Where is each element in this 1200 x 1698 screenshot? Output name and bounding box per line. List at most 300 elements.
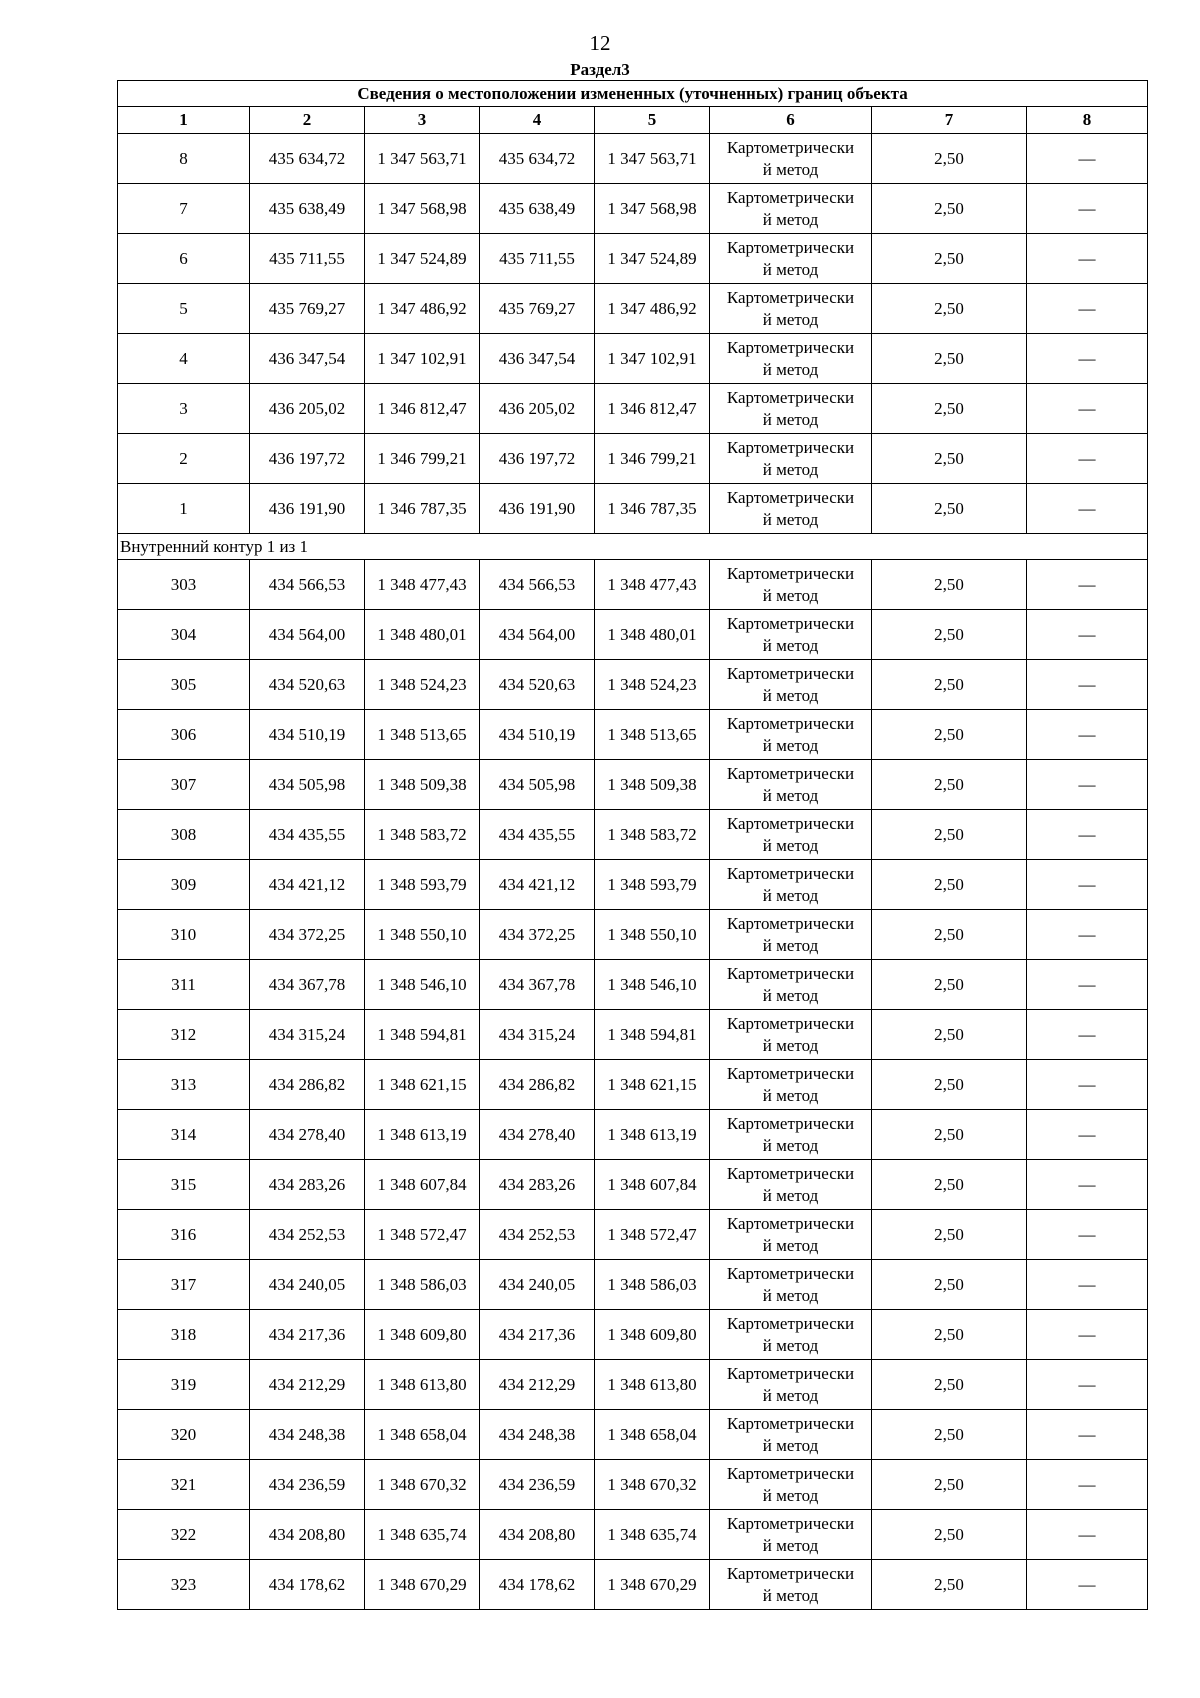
x-coordinate-cell: 436 191,90: [250, 484, 365, 534]
method-line-1: Картометрически: [726, 237, 855, 257]
method-cell: [710, 1510, 872, 1560]
table-row: [118, 1160, 1148, 1210]
y-coordinate-new-cell: 1 347 102,91: [595, 334, 710, 384]
y-coordinate-new-cell: 1 348 635,74: [595, 1510, 710, 1560]
x-coordinate-cell: 434 505,98: [250, 760, 365, 810]
method-line-1: Картометрически: [726, 713, 855, 733]
method-line-2: й метод: [762, 1535, 819, 1555]
y-coordinate-new-cell: 1 348 586,03: [595, 1260, 710, 1310]
description-cell: —: [1027, 1110, 1148, 1160]
accuracy-cell: 2,50: [872, 710, 1027, 760]
accuracy-cell: 2,50: [872, 334, 1027, 384]
y-coordinate-cell: 1 348 607,84: [365, 1160, 480, 1210]
table-row: [118, 234, 1148, 284]
x-coordinate-new-cell: 436 347,54: [480, 334, 595, 384]
method-cell: [710, 1110, 872, 1160]
method-line-2: й метод: [762, 885, 819, 905]
method-line-2: й метод: [762, 1485, 819, 1505]
table-caption-row: [118, 81, 1148, 107]
table-row: [118, 1360, 1148, 1410]
method-line-2: й метод: [762, 459, 819, 479]
method-cell: [710, 1260, 872, 1310]
method-cell: [710, 1010, 872, 1060]
table-row: [118, 384, 1148, 434]
method-cell: [710, 1360, 872, 1410]
description-cell: —: [1027, 560, 1148, 610]
accuracy-cell: 2,50: [872, 960, 1027, 1010]
x-coordinate-new-cell: 434 240,05: [480, 1260, 595, 1310]
accuracy-cell: 2,50: [872, 434, 1027, 484]
accuracy-cell: 2,50: [872, 1360, 1027, 1410]
x-coordinate-new-cell: 434 217,36: [480, 1310, 595, 1360]
method-line-2: й метод: [762, 785, 819, 805]
method-line-1: Картометрически: [726, 337, 855, 357]
x-coordinate-cell: 434 212,29: [250, 1360, 365, 1410]
x-coordinate-cell: 434 510,19: [250, 710, 365, 760]
method-cell: [710, 760, 872, 810]
column-header: 4: [480, 107, 595, 134]
y-coordinate-new-cell: 1 348 609,80: [595, 1310, 710, 1360]
y-coordinate-new-cell: 1 348 480,01: [595, 610, 710, 660]
y-coordinate-cell: 1 348 477,43: [365, 560, 480, 610]
y-coordinate-cell: 1 347 568,98: [365, 184, 480, 234]
x-coordinate-new-cell: 434 315,24: [480, 1010, 595, 1060]
method-line-1: Картометрически: [726, 1413, 855, 1433]
y-coordinate-cell: 1 348 609,80: [365, 1310, 480, 1360]
y-coordinate-cell: 1 348 658,04: [365, 1410, 480, 1460]
point-number-cell: 303: [118, 560, 250, 610]
x-coordinate-cell: 434 278,40: [250, 1110, 365, 1160]
y-coordinate-new-cell: 1 346 812,47: [595, 384, 710, 434]
method-line-1: Картометрически: [726, 287, 855, 307]
accuracy-cell: 2,50: [872, 1310, 1027, 1360]
method-line-2: й метод: [762, 635, 819, 655]
column-header: 5: [595, 107, 710, 134]
method-line-2: й метод: [762, 1435, 819, 1455]
y-coordinate-new-cell: 1 347 568,98: [595, 184, 710, 234]
point-number-cell: 318: [118, 1310, 250, 1360]
description-cell: —: [1027, 1060, 1148, 1110]
point-number-cell: 313: [118, 1060, 250, 1110]
x-coordinate-new-cell: 434 367,78: [480, 960, 595, 1010]
y-coordinate-cell: 1 348 546,10: [365, 960, 480, 1010]
x-coordinate-new-cell: 434 372,25: [480, 910, 595, 960]
table-row: [118, 860, 1148, 910]
table-row: [118, 1010, 1148, 1060]
table-row: [118, 434, 1148, 484]
y-coordinate-cell: 1 347 102,91: [365, 334, 480, 384]
y-coordinate-new-cell: 1 348 524,23: [595, 660, 710, 710]
method-cell: [710, 1060, 872, 1110]
description-cell: —: [1027, 1360, 1148, 1410]
description-cell: —: [1027, 184, 1148, 234]
method-cell: [710, 710, 872, 760]
y-coordinate-new-cell: 1 348 594,81: [595, 1010, 710, 1060]
method-line-2: й метод: [762, 835, 819, 855]
table-row: [118, 1460, 1148, 1510]
method-cell: [710, 910, 872, 960]
x-coordinate-new-cell: 435 634,72: [480, 134, 595, 184]
description-cell: —: [1027, 1160, 1148, 1210]
point-number-cell: 311: [118, 960, 250, 1010]
point-number-cell: 8: [118, 134, 250, 184]
description-cell: —: [1027, 1310, 1148, 1360]
description-cell: —: [1027, 1260, 1148, 1310]
description-cell: —: [1027, 334, 1148, 384]
method-line-2: й метод: [762, 1585, 819, 1605]
y-coordinate-cell: 1 348 586,03: [365, 1260, 480, 1310]
description-cell: —: [1027, 1210, 1148, 1260]
accuracy-cell: 2,50: [872, 860, 1027, 910]
method-line-1: Картометрически: [726, 187, 855, 207]
description-cell: —: [1027, 1410, 1148, 1460]
y-coordinate-cell: 1 348 593,79: [365, 860, 480, 910]
accuracy-cell: 2,50: [872, 810, 1027, 860]
method-cell: [710, 434, 872, 484]
method-line-2: й метод: [762, 585, 819, 605]
x-coordinate-new-cell: 434 564,00: [480, 610, 595, 660]
y-coordinate-new-cell: 1 348 670,32: [595, 1460, 710, 1510]
x-coordinate-new-cell: 434 566,53: [480, 560, 595, 610]
x-coordinate-new-cell: 434 278,40: [480, 1110, 595, 1160]
method-line-1: Картометрически: [726, 763, 855, 783]
method-line-2: й метод: [762, 1135, 819, 1155]
inner-contour-row: [118, 534, 1148, 560]
table-row: [118, 284, 1148, 334]
point-number-cell: 319: [118, 1360, 250, 1410]
x-coordinate-cell: 434 286,82: [250, 1060, 365, 1110]
y-coordinate-new-cell: 1 348 546,10: [595, 960, 710, 1010]
y-coordinate-cell: 1 348 513,65: [365, 710, 480, 760]
y-coordinate-cell: 1 348 550,10: [365, 910, 480, 960]
point-number-cell: 312: [118, 1010, 250, 1060]
method-line-2: й метод: [762, 159, 819, 179]
description-cell: —: [1027, 384, 1148, 434]
method-cell: [710, 1310, 872, 1360]
x-coordinate-new-cell: 434 178,62: [480, 1560, 595, 1610]
x-coordinate-new-cell: 434 248,38: [480, 1410, 595, 1460]
y-coordinate-cell: 1 347 563,71: [365, 134, 480, 184]
x-coordinate-new-cell: 434 236,59: [480, 1460, 595, 1510]
y-coordinate-cell: 1 347 524,89: [365, 234, 480, 284]
section-title: Раздел3: [570, 60, 630, 79]
column-header: 7: [872, 107, 1027, 134]
method-cell: [710, 1210, 872, 1260]
description-cell: —: [1027, 810, 1148, 860]
accuracy-cell: 2,50: [872, 134, 1027, 184]
method-cell: [710, 384, 872, 434]
x-coordinate-cell: 434 315,24: [250, 1010, 365, 1060]
description-cell: —: [1027, 434, 1148, 484]
method-line-2: й метод: [762, 1285, 819, 1305]
column-header: 3: [365, 107, 480, 134]
method-line-1: Картометрически: [726, 813, 855, 833]
accuracy-cell: 2,50: [872, 760, 1027, 810]
method-line-1: Картометрически: [726, 1113, 855, 1133]
method-line-1: Картометрически: [726, 1463, 855, 1483]
y-coordinate-cell: 1 346 812,47: [365, 384, 480, 434]
y-coordinate-cell: 1 348 509,38: [365, 760, 480, 810]
table-row: [118, 1410, 1148, 1460]
point-number-cell: 305: [118, 660, 250, 710]
method-line-2: й метод: [762, 1035, 819, 1055]
description-cell: —: [1027, 234, 1148, 284]
y-coordinate-new-cell: 1 347 524,89: [595, 234, 710, 284]
coordinates-table: [117, 80, 1148, 1610]
point-number-cell: 306: [118, 710, 250, 760]
x-coordinate-new-cell: 434 505,98: [480, 760, 595, 810]
method-line-2: й метод: [762, 985, 819, 1005]
method-line-1: Картометрически: [726, 1363, 855, 1383]
x-coordinate-cell: 435 634,72: [250, 134, 365, 184]
x-coordinate-cell: 436 197,72: [250, 434, 365, 484]
accuracy-cell: 2,50: [872, 1060, 1027, 1110]
method-cell: [710, 610, 872, 660]
x-coordinate-cell: 436 347,54: [250, 334, 365, 384]
description-cell: —: [1027, 710, 1148, 760]
method-line-1: Картометрически: [726, 563, 855, 583]
method-line-1: Картометрически: [726, 487, 855, 507]
table-row: [118, 910, 1148, 960]
table-row: [118, 610, 1148, 660]
method-cell: [710, 134, 872, 184]
point-number-cell: 4: [118, 334, 250, 384]
table-header-row: [118, 107, 1148, 134]
y-coordinate-new-cell: 1 348 613,80: [595, 1360, 710, 1410]
accuracy-cell: 2,50: [872, 910, 1027, 960]
method-cell: [710, 1560, 872, 1610]
inner-contour-label: Внутренний контур 1 из 1: [118, 534, 1148, 560]
column-header: 8: [1027, 107, 1148, 134]
table-row: [118, 710, 1148, 760]
column-header: 2: [250, 107, 365, 134]
point-number-cell: 309: [118, 860, 250, 910]
y-coordinate-new-cell: 1 348 658,04: [595, 1410, 710, 1460]
method-line-2: й метод: [762, 209, 819, 229]
y-coordinate-cell: 1 348 572,47: [365, 1210, 480, 1260]
x-coordinate-new-cell: 435 711,55: [480, 234, 595, 284]
table-row: [118, 1210, 1148, 1260]
table-row: [118, 1260, 1148, 1310]
method-line-1: Картометрически: [726, 1063, 855, 1083]
table-caption: Сведения о местоположении измененных (уточненных) границ объекта: [118, 81, 1148, 107]
y-coordinate-new-cell: 1 348 572,47: [595, 1210, 710, 1260]
method-cell: [710, 1410, 872, 1460]
method-line-1: Картометрически: [726, 1163, 855, 1183]
x-coordinate-cell: 435 638,49: [250, 184, 365, 234]
method-cell: [710, 810, 872, 860]
y-coordinate-new-cell: 1 348 593,79: [595, 860, 710, 910]
method-line-2: й метод: [762, 509, 819, 529]
y-coordinate-new-cell: 1 347 563,71: [595, 134, 710, 184]
y-coordinate-new-cell: 1 347 486,92: [595, 284, 710, 334]
table-row: [118, 1560, 1148, 1610]
x-coordinate-new-cell: 434 283,26: [480, 1160, 595, 1210]
table-row: [118, 1060, 1148, 1110]
accuracy-cell: 2,50: [872, 484, 1027, 534]
y-coordinate-new-cell: 1 348 509,38: [595, 760, 710, 810]
method-cell: [710, 1160, 872, 1210]
page-number: 12: [589, 31, 611, 55]
y-coordinate-cell: 1 348 613,19: [365, 1110, 480, 1160]
y-coordinate-new-cell: 1 348 670,29: [595, 1560, 710, 1610]
y-coordinate-cell: 1 348 621,15: [365, 1060, 480, 1110]
point-number-cell: 5: [118, 284, 250, 334]
x-coordinate-new-cell: 436 197,72: [480, 434, 595, 484]
column-header: 1: [118, 107, 250, 134]
description-cell: —: [1027, 134, 1148, 184]
accuracy-cell: 2,50: [872, 660, 1027, 710]
method-line-1: Картометрически: [726, 1313, 855, 1333]
y-coordinate-new-cell: 1 348 621,15: [595, 1060, 710, 1110]
y-coordinate-new-cell: 1 348 613,19: [595, 1110, 710, 1160]
point-number-cell: 314: [118, 1110, 250, 1160]
method-line-1: Картометрически: [726, 663, 855, 683]
x-coordinate-cell: 435 711,55: [250, 234, 365, 284]
description-cell: —: [1027, 910, 1148, 960]
point-number-cell: 320: [118, 1410, 250, 1460]
y-coordinate-new-cell: 1 348 583,72: [595, 810, 710, 860]
method-line-2: й метод: [762, 735, 819, 755]
table-row: [118, 960, 1148, 1010]
description-cell: —: [1027, 1560, 1148, 1610]
table-row: [118, 810, 1148, 860]
table-row: [118, 1510, 1148, 1560]
method-line-1: Картометрически: [726, 1013, 855, 1033]
point-number-cell: 304: [118, 610, 250, 660]
description-cell: —: [1027, 1010, 1148, 1060]
method-line-1: Картометрически: [726, 913, 855, 933]
method-line-2: й метод: [762, 685, 819, 705]
accuracy-cell: 2,50: [872, 1460, 1027, 1510]
point-number-cell: 321: [118, 1460, 250, 1510]
y-coordinate-cell: 1 348 670,29: [365, 1560, 480, 1610]
table-row: [118, 334, 1148, 384]
description-cell: —: [1027, 960, 1148, 1010]
point-number-cell: 308: [118, 810, 250, 860]
description-cell: —: [1027, 610, 1148, 660]
accuracy-cell: 2,50: [872, 1410, 1027, 1460]
description-cell: —: [1027, 1510, 1148, 1560]
y-coordinate-cell: 1 348 613,80: [365, 1360, 480, 1410]
y-coordinate-cell: 1 346 799,21: [365, 434, 480, 484]
description-cell: —: [1027, 484, 1148, 534]
x-coordinate-cell: 434 520,63: [250, 660, 365, 710]
x-coordinate-new-cell: 434 208,80: [480, 1510, 595, 1560]
method-line-1: Картометрически: [726, 1213, 855, 1233]
table-row: [118, 760, 1148, 810]
x-coordinate-cell: 436 205,02: [250, 384, 365, 434]
description-cell: —: [1027, 860, 1148, 910]
method-line-2: й метод: [762, 259, 819, 279]
y-coordinate-new-cell: 1 346 787,35: [595, 484, 710, 534]
accuracy-cell: 2,50: [872, 1260, 1027, 1310]
x-coordinate-cell: 435 769,27: [250, 284, 365, 334]
method-line-2: й метод: [762, 1335, 819, 1355]
x-coordinate-cell: 434 421,12: [250, 860, 365, 910]
x-coordinate-new-cell: 434 520,63: [480, 660, 595, 710]
x-coordinate-cell: 434 435,55: [250, 810, 365, 860]
point-number-cell: 317: [118, 1260, 250, 1310]
point-number-cell: 307: [118, 760, 250, 810]
x-coordinate-cell: 434 283,26: [250, 1160, 365, 1210]
table-row: [118, 184, 1148, 234]
method-line-1: Картометрически: [726, 613, 855, 633]
y-coordinate-new-cell: 1 348 513,65: [595, 710, 710, 760]
accuracy-cell: 2,50: [872, 284, 1027, 334]
description-cell: —: [1027, 760, 1148, 810]
y-coordinate-new-cell: 1 348 607,84: [595, 1160, 710, 1210]
method-line-1: Картометрически: [726, 1563, 855, 1583]
point-number-cell: 6: [118, 234, 250, 284]
y-coordinate-cell: 1 348 480,01: [365, 610, 480, 660]
point-number-cell: 323: [118, 1560, 250, 1610]
method-cell: [710, 860, 872, 910]
method-cell: [710, 184, 872, 234]
point-number-cell: 7: [118, 184, 250, 234]
table-row: [118, 1110, 1148, 1160]
y-coordinate-cell: 1 348 594,81: [365, 1010, 480, 1060]
method-line-1: Картометрически: [726, 1513, 855, 1533]
x-coordinate-cell: 434 236,59: [250, 1460, 365, 1510]
accuracy-cell: 2,50: [872, 610, 1027, 660]
method-line-1: Картометрически: [726, 863, 855, 883]
accuracy-cell: 2,50: [872, 1110, 1027, 1160]
x-coordinate-new-cell: 435 638,49: [480, 184, 595, 234]
table-row: [118, 1310, 1148, 1360]
y-coordinate-cell: 1 348 635,74: [365, 1510, 480, 1560]
x-coordinate-new-cell: 436 205,02: [480, 384, 595, 434]
table-row: [118, 134, 1148, 184]
y-coordinate-cell: 1 348 670,32: [365, 1460, 480, 1510]
method-line-1: Картометрически: [726, 137, 855, 157]
x-coordinate-cell: 434 240,05: [250, 1260, 365, 1310]
accuracy-cell: 2,50: [872, 1160, 1027, 1210]
description-cell: —: [1027, 284, 1148, 334]
point-number-cell: 2: [118, 434, 250, 484]
accuracy-cell: 2,50: [872, 1560, 1027, 1610]
method-cell: [710, 484, 872, 534]
y-coordinate-cell: 1 347 486,92: [365, 284, 480, 334]
method-line-2: й метод: [762, 1185, 819, 1205]
point-number-cell: 315: [118, 1160, 250, 1210]
method-cell: [710, 1460, 872, 1510]
method-line-2: й метод: [762, 309, 819, 329]
table-row: [118, 484, 1148, 534]
accuracy-cell: 2,50: [872, 384, 1027, 434]
description-cell: —: [1027, 660, 1148, 710]
x-coordinate-new-cell: 436 191,90: [480, 484, 595, 534]
accuracy-cell: 2,50: [872, 1510, 1027, 1560]
x-coordinate-new-cell: 434 421,12: [480, 860, 595, 910]
x-coordinate-cell: 434 208,80: [250, 1510, 365, 1560]
accuracy-cell: 2,50: [872, 234, 1027, 284]
point-number-cell: 322: [118, 1510, 250, 1560]
accuracy-cell: 2,50: [872, 184, 1027, 234]
x-coordinate-cell: 434 217,36: [250, 1310, 365, 1360]
method-line-2: й метод: [762, 409, 819, 429]
x-coordinate-cell: 434 248,38: [250, 1410, 365, 1460]
y-coordinate-new-cell: 1 348 550,10: [595, 910, 710, 960]
x-coordinate-new-cell: 434 510,19: [480, 710, 595, 760]
method-cell: [710, 960, 872, 1010]
point-number-cell: 3: [118, 384, 250, 434]
method-cell: [710, 284, 872, 334]
y-coordinate-new-cell: 1 346 799,21: [595, 434, 710, 484]
method-line-2: й метод: [762, 1085, 819, 1105]
description-cell: —: [1027, 1460, 1148, 1510]
method-line-1: Картометрически: [726, 387, 855, 407]
